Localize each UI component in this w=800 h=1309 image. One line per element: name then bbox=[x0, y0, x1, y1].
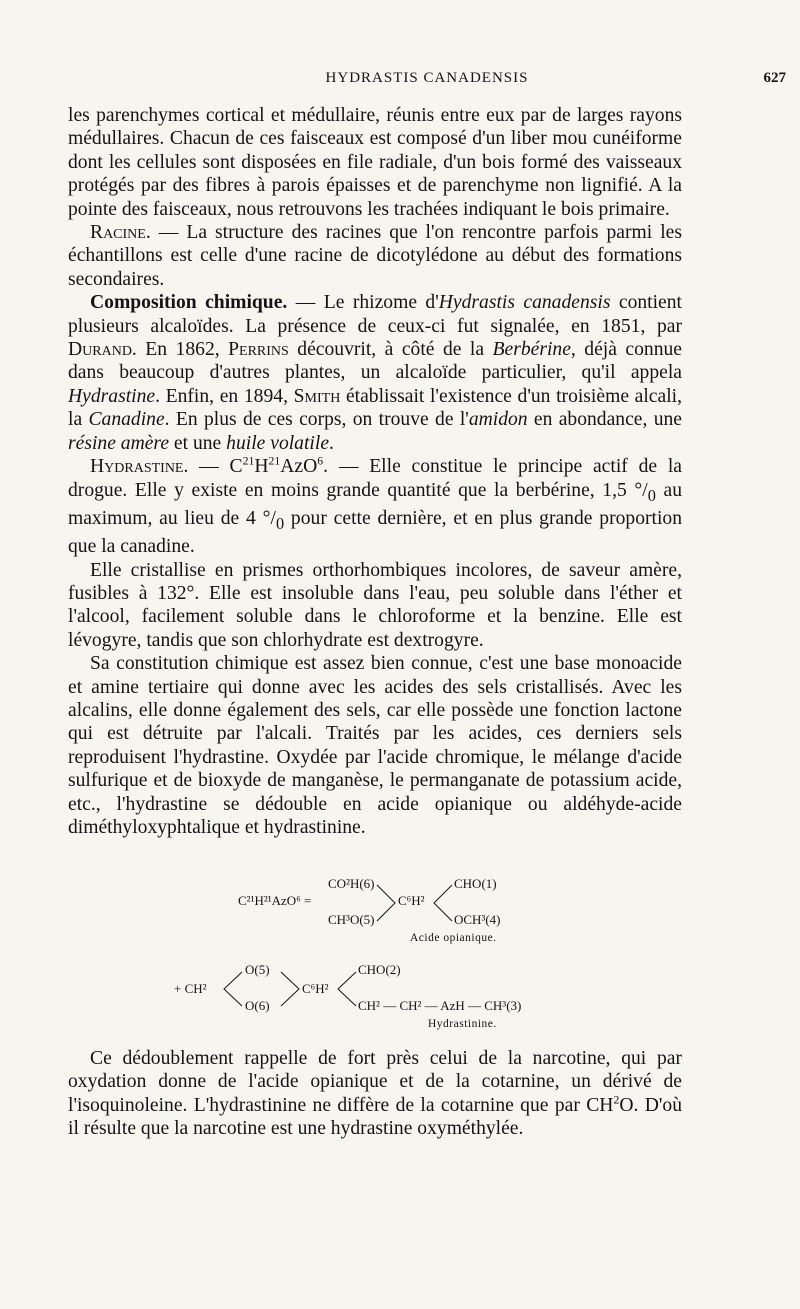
formula1-right-bracket bbox=[432, 883, 454, 925]
formula1-right-top: CHO(1) bbox=[454, 876, 497, 891]
formula2-right-bracket bbox=[336, 970, 358, 1010]
formula2-lhs: + CH² bbox=[174, 981, 207, 996]
author-durand: Durand. bbox=[68, 339, 137, 361]
formula1-core: C⁶H² bbox=[398, 893, 425, 908]
chemical-formulas bbox=[0, 866, 800, 1036]
formula1-caption: Acide opianique. bbox=[410, 932, 497, 944]
author-smith: Smith bbox=[293, 385, 341, 407]
closing-text bbox=[68, 1047, 682, 1141]
formula2-inner-left-bracket bbox=[222, 970, 244, 1010]
racine-text: — La structure des racines que l'on rencontre parfois parmi les échantillons est celle d'une racine de dicotylédone au début des formations secondaires. bbox=[68, 222, 682, 290]
formula2-bottom: O(6) bbox=[245, 998, 270, 1013]
formula2-left-bracket bbox=[280, 970, 302, 1010]
formula2-caption: Hydrastinine. bbox=[428, 1018, 497, 1030]
paragraph-hydrastine: Hydrastine. — $C^{21}H^{21}AzO^6$. — Elle constitue le principe actif de la drogue. Elle y existe en moins grande quantité que la berbérine, 1,5 $^\circ/_0$ au maximum, au lieu de 4 $^\circ/_0$ pour cette dernière, et en plus grande proportion que la canadine. bbox=[68, 454, 683, 558]
formula1-bottom: CH³O(5) bbox=[328, 912, 375, 927]
formula2-right-bottom: CH² — CH² — AzH — CH³(3) bbox=[358, 998, 522, 1013]
paragraph-composition: Composition chimique. — Le rhizome d'Hydrastis canadensis contient plusieurs alcaloïdes. La présence de ceux-ci fut signalée, en 1851, par Durand. En 1862, Perrins découvrit, à côté de la Berbérine, déjà connue dans beaucoup d'autres plantes, un alcaloïde particulier, qu'il appela Hydrastine. Enfin, en 1894, Smith établissait l'existence d'un troisième alcali, la Canadine. En plus de ces corps, on trouve de l'amidon en abondance, une résine amère et une huile volatile. bbox=[68, 292, 682, 454]
formula2-core: C⁶H² bbox=[302, 981, 329, 996]
author-perrins: Perrins bbox=[228, 339, 289, 361]
formula1-left-bracket bbox=[376, 883, 398, 925]
formula1-lhs: C²¹H²¹AzO⁶ = bbox=[238, 893, 312, 908]
hydrastine-label: Hydrastine. bbox=[90, 456, 189, 478]
paragraph-faisceaux: les parenchymes cortical et médullaire, réunis entre eux par de larges rayons médullaires. Chacun de ces faisceaux est composé d'un liber mou cunéiforme dont les cellules sont disposées en file radiale, d'un bois formé des vaisseaux protégés par des fibres à parois épaisses et de parenchyme non lignifié. A la pointe des faisceaux, nous retrouvons les trachées indiquant le bois primaire. bbox=[68, 105, 682, 220]
section-heading: Composition chimique. bbox=[90, 292, 288, 314]
paragraph-constitution: Sa constitution chimique est assez bien connue, c'est une base monoacide et amine tertiaire qui donne avec les acides des sels cristallisés. Avec les alcalins, elle donne également des sels, car elle possède une fonction lactone qui est détruite par l'alcali. Traités par les acides, ces derniers sels reproduisent l'hydrastine. Oxydée par l'acide chromique, le mélange d'acide sulfurique et de bioxyde de manganèse, le permanganate de potassium acide, etc., l'hydrastine se dédouble en acide opianique ou aldéhyde-acide diméthyloxyphtalique et hydrastinine. bbox=[68, 653, 682, 838]
page-number: 627 bbox=[763, 70, 786, 86]
paragraph-racine bbox=[68, 221, 682, 291]
running-title: HYDRASTIS CANADENSIS bbox=[325, 70, 529, 86]
paragraph-cristallisation: Elle cristallise en prismes orthorhombiques incolores, de saveur amère, fusibles à 132°. Elle est insoluble dans l'eau, peu soluble dans l'éther et l'alcool, facilement soluble dans le chloroforme et la benzine. Elle est lévogyre, tandis que son chlorhydrate est dextrogyre. bbox=[68, 559, 682, 651]
body-text bbox=[68, 104, 682, 839]
paragraph-narcotine: Ce dédoublement rappelle de fort près celui de la narcotine, qui par oxydation donne de l'acide opianique et de la cotarnine, un dérivé de l'isoquinoleine. L'hydrastinine ne diffère de la cotarnine que par $CH^2O$. D'où il résulte que la narcotine est une hydrastine oxyméthylée. bbox=[68, 1048, 682, 1140]
racine-label: Racine. bbox=[90, 222, 151, 244]
formula2-top: O(5) bbox=[245, 962, 270, 977]
formula1-right-bottom: OCH³(4) bbox=[454, 912, 501, 927]
formula2-right-top: CHO(2) bbox=[358, 962, 401, 977]
formula1-top: CO²H(6) bbox=[328, 876, 375, 891]
